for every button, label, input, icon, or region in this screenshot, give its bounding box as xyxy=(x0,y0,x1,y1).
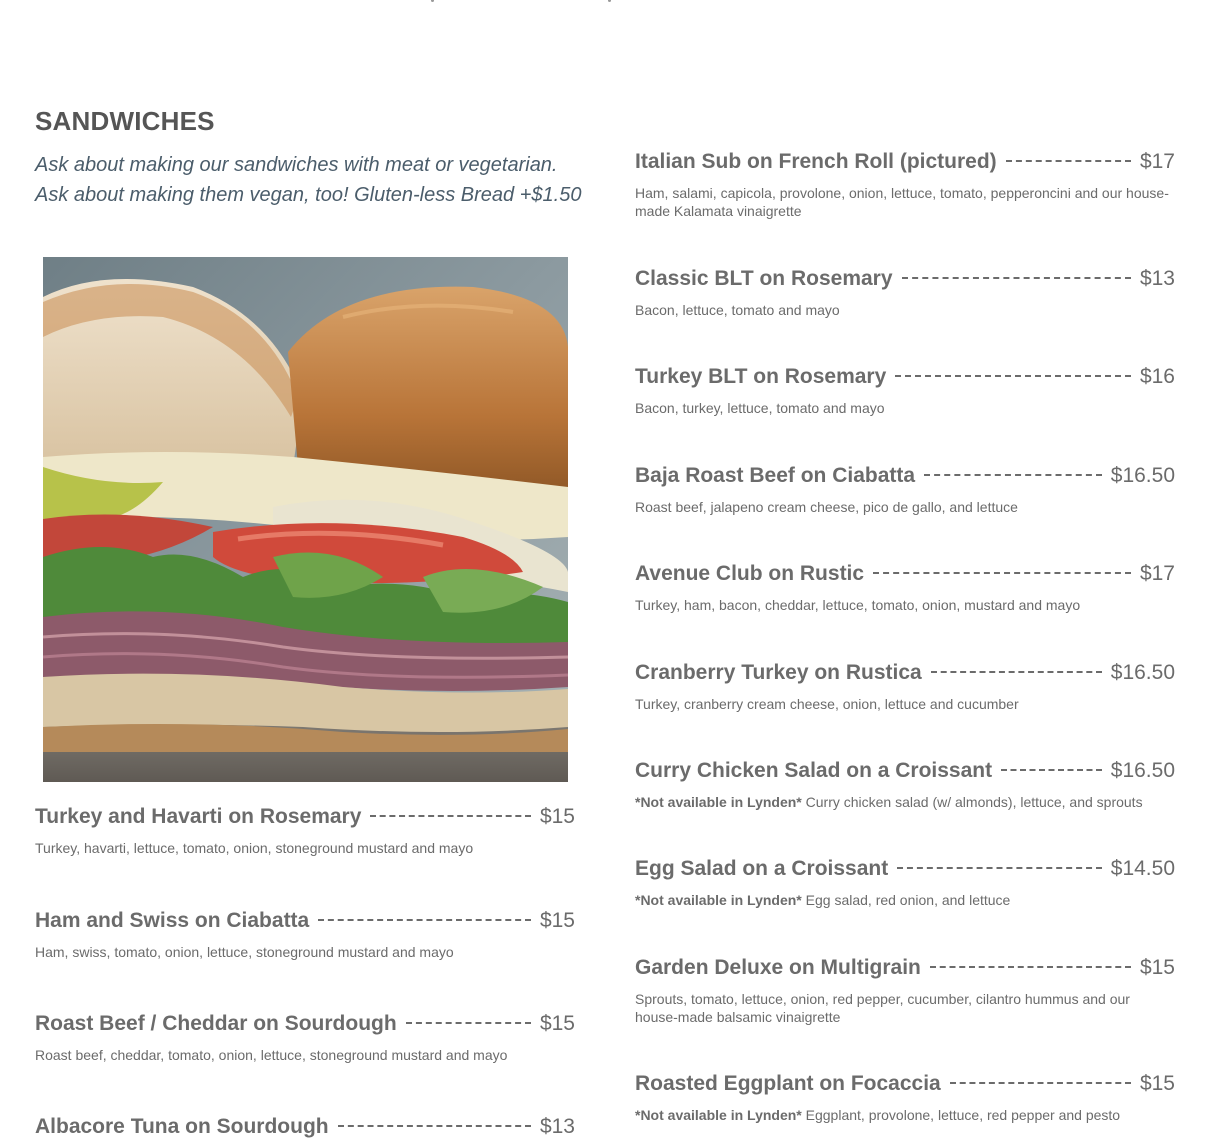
menu-item-garden-deluxe xyxy=(635,956,1175,1026)
item-description: Turkey, havarti, lettuce, tomato, onion, stoneground mustard and mayo xyxy=(35,840,474,856)
item-description-text: Egg salad, red onion, and lettuce xyxy=(801,892,1011,908)
item-price: $17 xyxy=(1139,150,1175,173)
item-name: Albacore Tuna on Sourdough xyxy=(35,1115,329,1138)
menu-item-baja-roast-beef xyxy=(635,464,1175,516)
item-price: $15 xyxy=(539,805,575,828)
item-name: Roasted Eggplant on Focaccia xyxy=(635,1072,941,1095)
item-description: Sprouts, tomato, lettuce, onion, red pepper, cucumber, cilantro hummus and our house-made balsamic vinaigrette xyxy=(635,991,1130,1025)
availability-note: *Not available in Lynden* xyxy=(635,892,802,908)
menu-item-ham-swiss xyxy=(35,909,575,961)
menu-item-roast-beef-cheddar xyxy=(35,1012,575,1064)
availability-note: *Not available in Lynden* xyxy=(635,794,802,810)
item-name: Egg Salad on a Croissant xyxy=(635,857,889,880)
item-name: Avenue Club on Rustic xyxy=(635,562,865,585)
item-description: Bacon, turkey, lettuce, tomato and mayo xyxy=(635,400,885,416)
item-description: Roast beef, jalapeno cream cheese, pico de gallo, and lettuce xyxy=(635,499,1018,515)
menu-item-turkey-blt xyxy=(635,365,1175,417)
item-name: Baja Roast Beef on Ciabatta xyxy=(635,464,916,487)
menu-item-egg-salad xyxy=(635,857,1175,909)
section-intro: Ask about making our sandwiches with meat or vegetarian. Ask about making them vegan, too! Gluten-less Bread +$1.50 xyxy=(35,154,582,206)
clipped-text-remnant xyxy=(0,0,1210,6)
item-price: $14.50 xyxy=(1110,857,1175,880)
menu-item-albacore-tuna xyxy=(35,1115,575,1143)
dotted-leader xyxy=(1006,160,1131,162)
item-description: Ham, swiss, tomato, onion, lettuce, stoneground mustard and mayo xyxy=(35,944,454,960)
dotted-leader xyxy=(318,919,531,921)
item-description: Turkey, ham, bacon, cheddar, lettuce, tomato, onion, mustard and mayo xyxy=(635,597,1081,613)
item-description: Ham, salami, capicola, provolone, onion, lettuce, tomato, pepperoncini and our house-made Kalamata vinaigrette xyxy=(635,185,1169,219)
menu-item-avenue-club xyxy=(635,562,1175,614)
item-description-text: Curry chicken salad (w/ almonds), lettuce, and sprouts xyxy=(801,794,1143,810)
dotted-leader xyxy=(897,867,1102,869)
item-name: Curry Chicken Salad on a Croissant xyxy=(635,759,993,782)
item-price: $15 xyxy=(1139,956,1175,979)
menu-item-classic-blt xyxy=(635,267,1175,319)
dotted-leader xyxy=(406,1022,531,1024)
dotted-leader xyxy=(895,375,1131,377)
item-name: Ham and Swiss on Ciabatta xyxy=(35,909,310,932)
item-name: Classic BLT on Rosemary xyxy=(635,267,893,290)
item-name: Turkey BLT on Rosemary xyxy=(635,365,887,388)
menu-item-turkey-havarti xyxy=(35,805,575,857)
item-price: $17 xyxy=(1139,562,1175,585)
item-price: $16.50 xyxy=(1110,661,1175,684)
item-name: Roast Beef / Cheddar on Sourdough xyxy=(35,1012,397,1035)
item-price: $16 xyxy=(1139,365,1175,388)
dotted-leader xyxy=(370,815,531,817)
menu-item-italian-sub xyxy=(635,150,1175,220)
dotted-leader xyxy=(930,966,1131,968)
item-description: Bacon, lettuce, tomato and mayo xyxy=(635,302,840,318)
item-name: Turkey and Havarti on Rosemary xyxy=(35,805,362,828)
section-title: SANDWICHES xyxy=(35,106,215,136)
availability-note: *Not available in Lynden* xyxy=(635,1107,802,1123)
menu-item-roasted-eggplant xyxy=(635,1072,1175,1124)
sandwich-photo xyxy=(43,257,568,782)
item-name: Garden Deluxe on Multigrain xyxy=(635,956,921,979)
item-name: Italian Sub on French Roll (pictured) xyxy=(635,150,997,173)
item-description xyxy=(635,793,1175,811)
dotted-leader xyxy=(924,474,1102,476)
item-description-text: Eggplant, provolone, lettuce, red pepper and pesto xyxy=(801,1107,1121,1123)
item-price: $13 xyxy=(1139,267,1175,290)
item-price: $16.50 xyxy=(1110,759,1175,782)
item-description xyxy=(635,1106,1175,1124)
dotted-leader xyxy=(950,1082,1131,1084)
dotted-leader xyxy=(873,572,1131,574)
dotted-leader xyxy=(931,671,1102,673)
item-description xyxy=(635,891,1175,909)
dotted-leader xyxy=(902,277,1131,279)
item-price: $16.50 xyxy=(1110,464,1175,487)
menu-item-cranberry-turkey xyxy=(635,661,1175,713)
item-description: Roast beef, cheddar, tomato, onion, lettuce, stoneground mustard and mayo xyxy=(35,1047,508,1063)
item-price: $15 xyxy=(1139,1072,1175,1095)
item-description: Turkey, cranberry cream cheese, onion, lettuce and cucumber xyxy=(635,696,1019,712)
dotted-leader xyxy=(338,1125,531,1127)
menu-item-curry-chicken-salad xyxy=(635,759,1175,811)
item-price: $15 xyxy=(539,909,575,932)
item-price: $15 xyxy=(539,1012,575,1035)
dotted-leader xyxy=(1001,769,1102,771)
item-price: $13 xyxy=(539,1115,575,1138)
item-name: Cranberry Turkey on Rustica xyxy=(635,661,922,684)
